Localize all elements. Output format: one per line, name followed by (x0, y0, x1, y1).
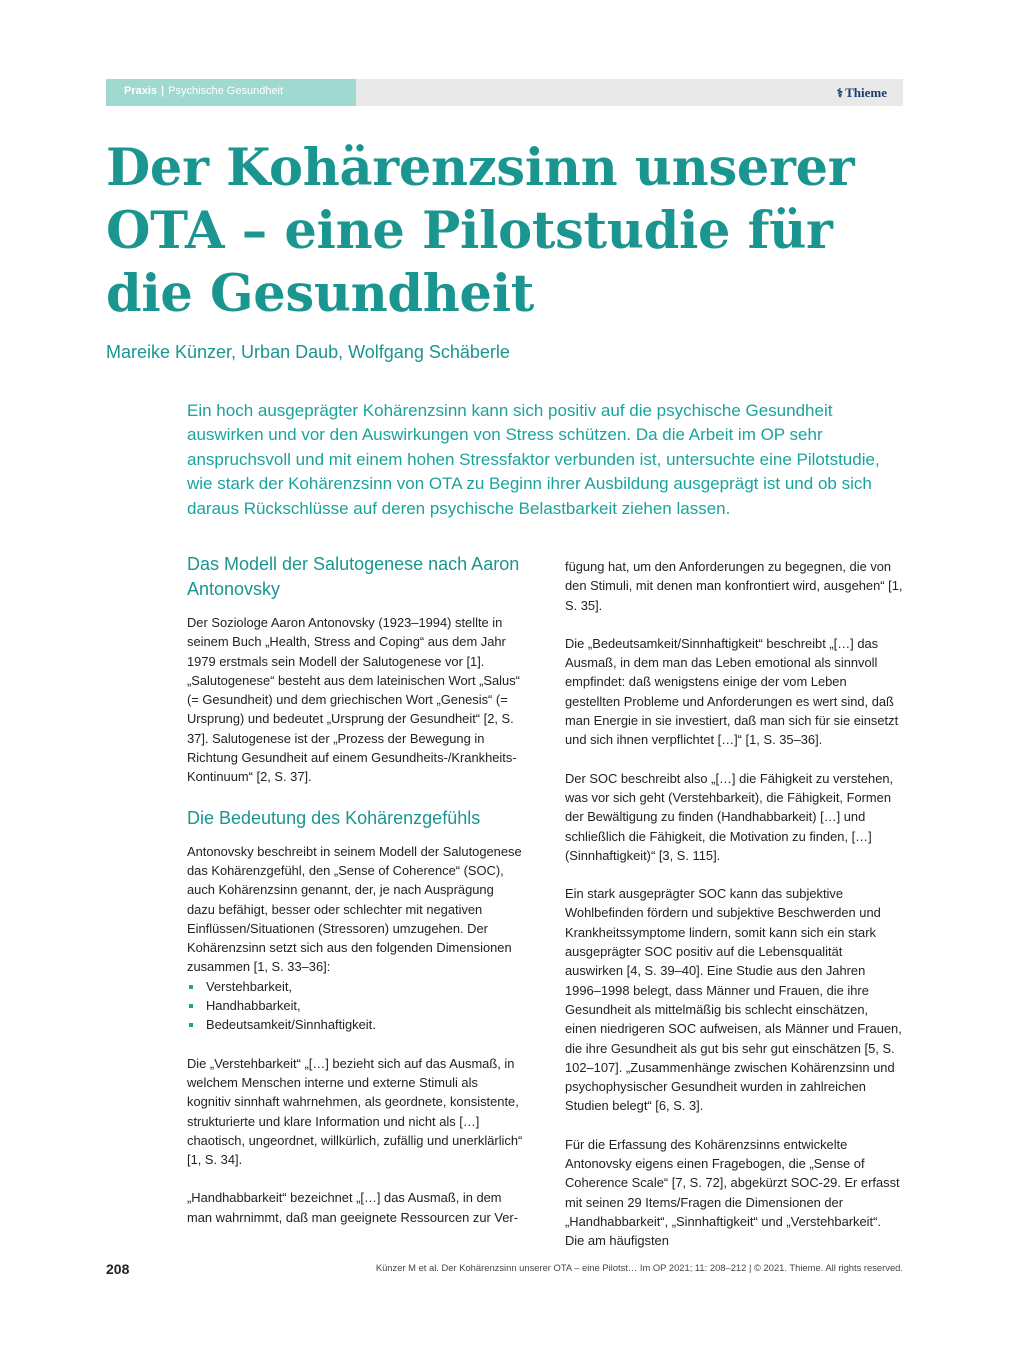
paragraph: fügung hat, um den Anforderungen zu begegnen, die von den Stimuli, mit denen man konfrontiert wird, ausgehen“ [1, S. 35]. (565, 559, 903, 613)
footer-citation: Künzer M et al. Der Kohärenzsinn unserer OTA – eine Pilotst… Im OP 2021; 11: 208–212 | © 2021. Thieme. All rights reserved. (375, 1262, 903, 1273)
article-authors: Mareike Künzer, Urban Daub, Wolfgang Schäberle (106, 342, 510, 362)
thieme-logo-icon: ⚕ (836, 86, 844, 100)
article-abstract: Ein hoch ausgeprägter Kohärenzsinn kann sich positiv auf die psychische Gesundheit auswirken und vor den Auswirkungen von Stress schützen. Da die Arbeit im OP sehr anspruchsvoll und mit einem hohen Stressfaktor verbunden ist, untersuchte eine Pilotstudie, wie stark der Kohärenzsinn von OTA zu Beginn ihrer Ausbildung ausgeprägt ist und ob sich daraus Rückschlüsse auf deren psychische Belastbarkeit ziehen lassen. (187, 401, 880, 518)
paragraph: Ein stark ausgeprägter SOC kann das subjektive Wohlbefinden fördern und subjektive Beschwerden und Krankheitssymptome lindern, somit kann sich ein stark ausgeprägter SOC positiv auf die Lebensqualität auswirken [4, S. 39–40]. Eine Studie aus den Jahren 1996–1998 belegt, dass Männer und Frauen, die ihre Gesundheit als mittelmäßig bis schlecht einschätzen, einen niedrigeren SOC aufweisen, als Männer und Frauen, die ihre Gesundheit als gut bis sehr gut einschätzen [5, S. 102–107]. „Zusammenhänge zwischen Kohärenzsinn und psychophysischer Gesundheit wurden in zahlreichen Studien belegt“ [6, S. 3]. (565, 886, 902, 1114)
section-heading-salutogenese: Das Modell der Salutogenese nach Aaron Antonovsky (187, 554, 520, 599)
paragraph: Die „Verstehbarkeit“ „[…] bezieht sich auf das Ausmaß, in welchem Menschen interne und externe Stimuli als kognitiv sinnhaft wahrnehmen, als geordnete, konsistente, strukturierte und klare Information und nicht als […] chaotisch, ungeordnet, willkürlich, zufällig und unerklärlich“ [1, S. 34]. (187, 1055, 523, 1168)
right-column (565, 557, 903, 1270)
publisher-name: Thieme (845, 85, 887, 100)
section-tag (106, 79, 356, 106)
section-heading-kohaerenzgefuehl: Die Bedeutung des Kohärenzgefühls (187, 807, 481, 828)
list-item: Handhabbarkeit, (187, 996, 525, 1015)
list-item: Bedeutsamkeit/Sinnhaftigkeit. (187, 1015, 525, 1034)
section-separator: | (161, 85, 165, 97)
publisher-logo (837, 79, 887, 106)
topic-label: Psychische Gesundheit (168, 85, 284, 97)
header-bar (106, 79, 903, 106)
page-number: 208 (106, 1261, 130, 1277)
paragraph: „Handhabbarkeit“ bezeichnet „[…] das Ausmaß, in dem man wahrnimmt, daß man geeignete Ressourcen zur Ver- (187, 1190, 519, 1225)
list-item: Verstehbarkeit, (187, 977, 525, 996)
paragraph: Die „Bedeutsamkeit/Sinnhaftigkeit“ beschreibt „[…] das Ausmaß, in dem man das Leben emotional als sinnvoll empfindet: daß wenigstens einige der vom Leben gestellten Probleme und Anforderungen es wert sind, daß man Energie in sie investiert, daß man sich für sie einsetzt und sich ihnen verpflichtet […]“ [1, S. 35–36]. (565, 635, 899, 748)
left-column (187, 552, 525, 1246)
dimensions-list (187, 977, 525, 1035)
section-label: Praxis (124, 85, 158, 97)
paragraph: Der SOC beschreibt also „[…] die Fähigkeit zu verstehen, was vor sich geht (Verstehbarkeit), die Fähigkeit, Formen der Bewältigung zu finden (Handhabbarkeit) […] und schließlich die Fähigkeit, die Motivation zu finden, […] (Sinnhaftigkeit)“ [3, S. 115]. (565, 770, 894, 863)
paragraph: Antonovsky beschreibt in seinem Modell der Salutogenese das Kohärenzgefühl, den „Sense of Coherence“ (SOC), auch Kohärenzsinn genannt, der, je nach Ausprägung dazu befähigt, besser oder schlechter mit negativen Einflüssen/Situationen (Stressoren) umzugehen. Der Kohärenzsinn setzt sich aus den folgenden Dimensionen zusammen [1, S. 33–36]: (187, 843, 522, 975)
paragraph: Für die Erfassung des Kohärenzsinns entwickelte Antonovsky eigens einen Fragebogen, die „Sense of Coherence Scale“ [7, S. 72], abgekürzt SOC-29. Er erfasst mit seinen 29 Items/Fragen die Dimensionen der „Handhabbarkeit“, „Sinnhaftigkeit“ und „Verstehbarkeit“. Die am häufigsten (565, 1136, 900, 1249)
article-title: Der Kohärenzsinn unserer OTA – eine Pilotstudie für die Gesundheit (106, 138, 855, 324)
paragraph: Der Soziologe Aaron Antonovsky (1923–1994) stellte in seinem Buch „Health, Stress and Coping“ aus dem Jahr 1979 erstmals sein Modell der Salutogenese vor [1]. „Salutogenese“ besteht aus dem lateinischen Wort „Salus“ (= Gesundheit) und dem griechischen Wort „Genesis“ (= Ursprung) und bedeutet „Ursprung der Gesundheit“ [2, S. 37]. Salutogenese ist der „Prozess der Bewegung in Richtung Gesundheit auf einem Gesundheits-/Krankheits-Kontinuum“ [2, S. 37]. (187, 615, 520, 785)
